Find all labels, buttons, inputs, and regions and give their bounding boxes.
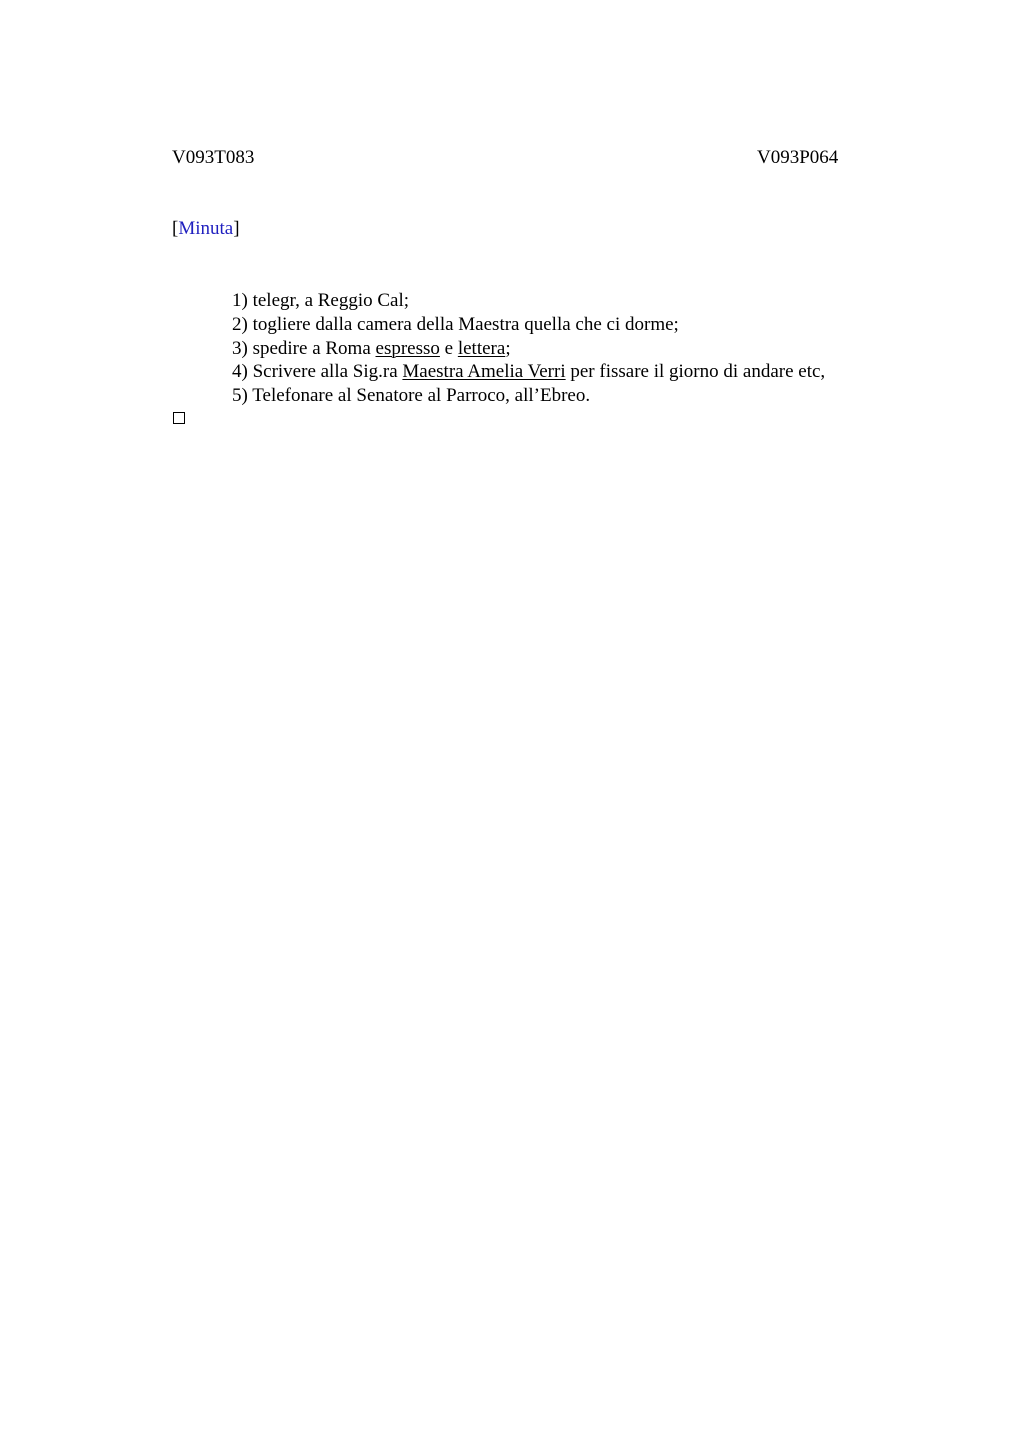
- list-item: 1) telegr, a Reggio Cal;: [232, 290, 410, 311]
- list-item-text: per fissare il giorno di andare etc,: [565, 361, 826, 383]
- todo-list: [232, 289, 825, 408]
- list-item: 2) togliere dalla camera della Maestra quella che ci dorme;: [232, 313, 679, 335]
- document-code-right: V093P064: [757, 147, 839, 168]
- list-item: 5) Telefonare al Senatore al Parroco, all’Ebreo.: [232, 385, 591, 407]
- list-item-text: 4) Scrivere alla Sig.ra: [232, 361, 403, 383]
- empty-square-icon: [173, 412, 185, 424]
- underlined-text: espresso: [375, 337, 440, 359]
- list-item: [232, 337, 825, 361]
- list-item-text: 3) spedire a Roma: [232, 337, 376, 359]
- list-item: [232, 360, 825, 384]
- heading-minuta-link[interactable]: Minuta: [178, 218, 234, 239]
- heading-close-bracket: ]: [233, 218, 240, 239]
- list-item-text: ;: [505, 337, 511, 359]
- list-item-text: e: [439, 337, 458, 359]
- underlined-text: lettera: [457, 337, 506, 359]
- heading-open-bracket: [: [172, 218, 179, 239]
- underlined-text: Maestra Amelia Verri: [402, 361, 566, 383]
- document-code-left: V093T083: [172, 147, 255, 168]
- document-heading: [172, 218, 240, 240]
